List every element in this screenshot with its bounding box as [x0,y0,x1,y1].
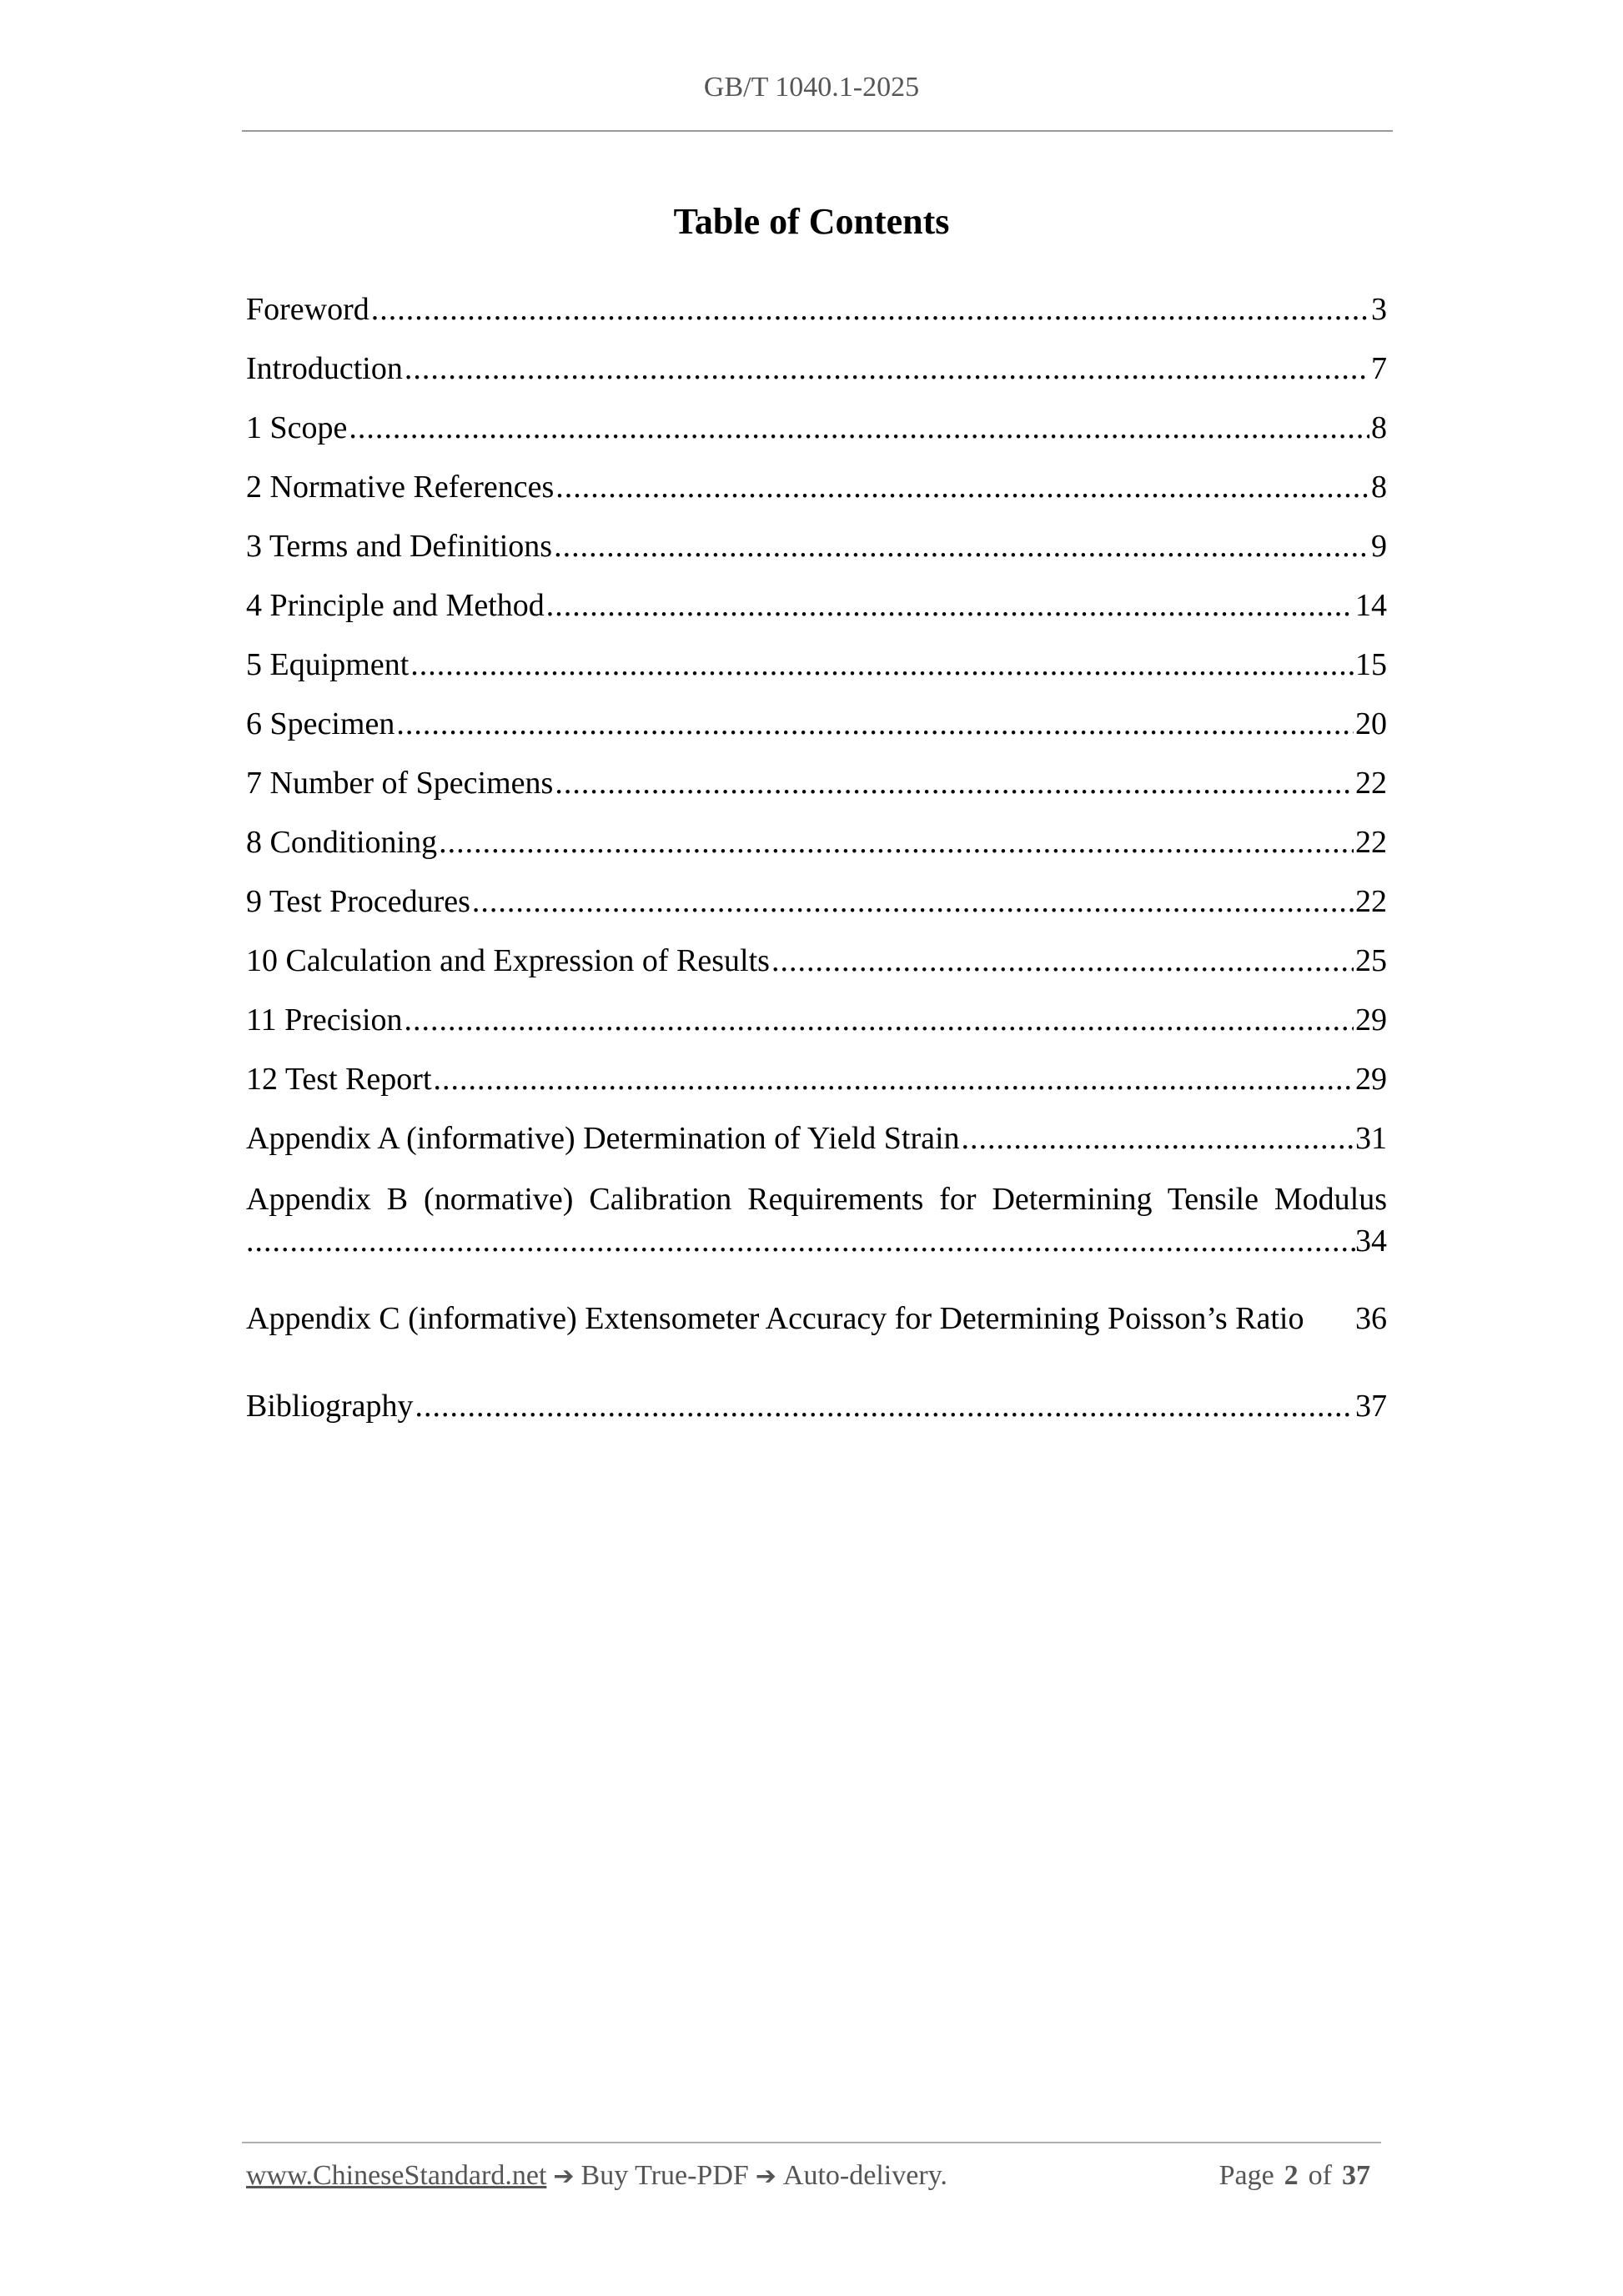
toc-entry-label: 10 Calculation and Expression of Results [246,943,770,978]
toc-entry-page: 22 [1355,825,1387,860]
dot-leader [472,872,1354,932]
arrow-right-icon: ➔ [553,2162,575,2191]
total-pages-number: 37 [1342,2160,1370,2191]
toc-entry-appendix-c[interactable] [246,1294,1387,1344]
toc-entry-label: 1 Scope [246,410,348,445]
toc-entry-page: 22 [1355,766,1387,801]
toc-entry-specimen[interactable] [246,695,1387,754]
page-footer [246,2160,1380,2192]
toc-entry-label: 5 Equipment [246,647,410,682]
toc-entry-page: 31 [1355,1121,1387,1156]
document-header: GB/T 1040.1-2025 [703,72,920,103]
footer-promo [246,2160,947,2192]
dot-leader [554,517,1369,576]
toc-entry-test-procedures[interactable] [246,872,1387,932]
toc-entry-label: Introduction [246,351,403,386]
toc-entry-appendix-a[interactable] [246,1109,1387,1168]
footer-step-buy: Buy True-PDF [580,2160,749,2191]
dot-leader [555,754,1354,813]
toc-entry-label: Bibliography [246,1389,414,1424]
header-divider [242,130,1393,132]
dot-leader [546,576,1354,636]
dot-leader [396,695,1354,754]
toc-entry-page: 14 [1355,588,1387,623]
toc-entry-introduction[interactable] [246,339,1387,399]
dot-leader [555,458,1369,517]
toc-entry-precision[interactable] [246,991,1387,1050]
dot-leader [404,339,1369,399]
footer-step-delivery: Auto-delivery. [782,2160,947,2191]
dot-leader [349,399,1369,458]
toc-entry-appendix-b[interactable] [246,1168,1387,1262]
footer-divider [242,2142,1381,2143]
toc-entry-label: Appendix C (informative) Extensometer Accuracy for Determining Poisson’s Ratio [246,1301,1304,1336]
toc-entry-page: 22 [1355,884,1387,919]
page-word: Page [1219,2160,1274,2191]
dot-leader [246,1220,1355,1262]
of-word: of [1308,2160,1332,2191]
toc-entry-equipment[interactable] [246,636,1387,695]
toc-entry-normative-references[interactable] [246,458,1387,517]
toc-entry-page: 29 [1355,1002,1387,1037]
dot-leader [771,932,1354,991]
toc-entry-calculation-and-expression[interactable] [246,932,1387,991]
toc-entry-label: 12 Test Report [246,1062,432,1097]
toc-entry-page: 3 [1371,292,1387,327]
toc-entry-page: 34 [1355,1223,1387,1259]
toc-entry-label: 6 Specimen [246,706,395,741]
toc-entry-bibliography[interactable] [246,1377,1387,1436]
toc-entry-terms-and-definitions[interactable] [246,517,1387,576]
toc-entry-page: 20 [1355,706,1387,741]
current-page-number: 2 [1284,2160,1299,2191]
toc-entry-label: 8 Conditioning [246,825,438,860]
toc-entry-label: 7 Number of Specimens [246,766,554,801]
toc-entry-page: 7 [1371,351,1387,386]
arrow-right-icon: ➔ [755,2162,776,2191]
toc-entry-scope[interactable] [246,399,1387,458]
toc-entry-label: Foreword [246,292,369,327]
dot-leader [371,280,1369,339]
dot-leader [962,1109,1354,1168]
toc-entry-conditioning[interactable] [246,813,1387,872]
toc-entry-label: 2 Normative References [246,470,555,505]
toc-entry-page: 29 [1355,1062,1387,1097]
table-of-contents [246,280,1387,1436]
toc-entry-page: 15 [1355,647,1387,682]
toc-entry-page: 9 [1371,529,1387,564]
toc-entry-label: Appendix B (normative) Calibration Requirements for Determining Tensile Modulus [246,1182,1387,1217]
toc-entry-label: 4 Principle and Method [246,588,545,623]
toc-entry-page: 25 [1355,943,1387,978]
dot-leader [434,1050,1354,1109]
toc-entry-label: 11 Precision [246,1002,403,1037]
dot-leader [415,1377,1354,1436]
toc-entry-foreword[interactable] [246,280,1387,339]
toc-title: Table of Contents [673,201,950,242]
toc-entry-page: 36 [1355,1301,1387,1336]
page-indicator [1219,2160,1380,2192]
toc-entry-principle-and-method[interactable] [246,576,1387,636]
toc-entry-label: 3 Terms and Definitions [246,529,553,564]
site-link[interactable]: www.ChineseStandard.net [246,2160,547,2191]
toc-entry-page: 8 [1371,410,1387,445]
toc-entry-test-report[interactable] [246,1050,1387,1109]
toc-entry-page: 8 [1371,470,1387,505]
dot-leader [439,813,1354,872]
toc-entry-number-of-specimens[interactable] [246,754,1387,813]
toc-entry-page: 37 [1355,1389,1387,1424]
dot-leader [410,636,1354,695]
toc-entry-label: Appendix A (informative) Determination of Yield Strain [246,1121,960,1156]
toc-entry-label: 9 Test Procedures [246,884,470,919]
dot-leader [404,991,1354,1050]
